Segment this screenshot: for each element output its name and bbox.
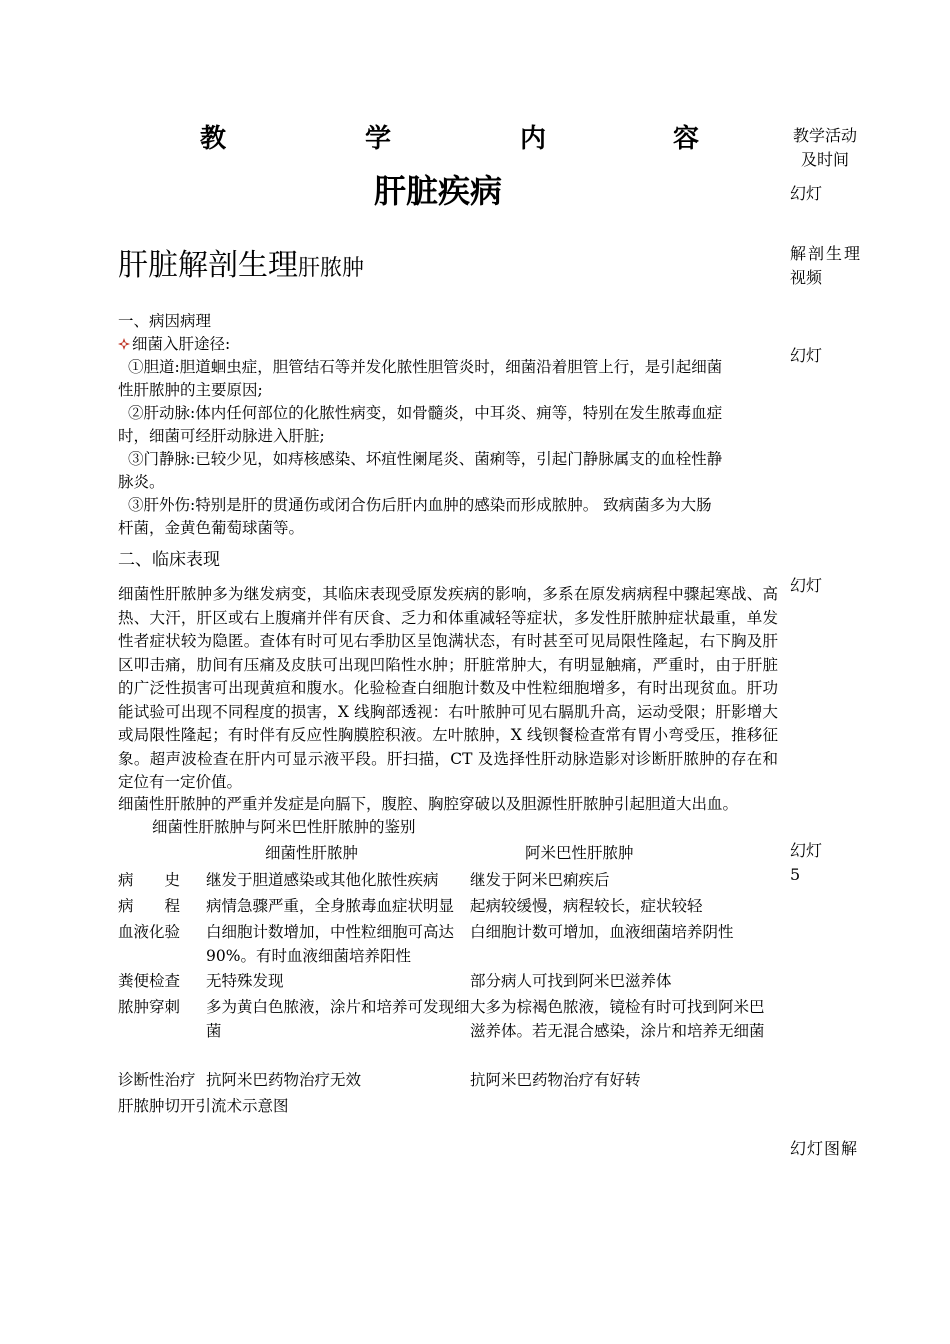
table-cell-amoebic: 抗阿米巴药物治疗有好转 (470, 1071, 641, 1089)
route-3-line2: 脉炎。 (118, 473, 165, 491)
header-char-4: 容 (673, 124, 700, 154)
routes-heading-line (118, 333, 230, 357)
route-4-line2: 杆菌，金黄色葡萄球菌等。 (118, 519, 305, 537)
section2-heading: 二、临床表现 (118, 550, 220, 570)
table-title: 细菌性肝脓肿与阿米巴性肝脓肿的鉴别 (152, 818, 416, 836)
table-cell-amoebic: 起病较缓慢，病程较长，症状较轻 (470, 897, 703, 915)
table-header-bacterial: 细菌性肝脓肿 (265, 844, 359, 862)
figure-caption: 肝脓肿切开引流术示意图 (118, 1097, 289, 1115)
complication-paragraph: 细菌性肝脓肿的严重并发症是向膈下，腹腔、胸腔穿破以及胆源性肝脓肿引起胆道大出血。 (118, 795, 739, 813)
header-char-2: 学 (365, 124, 392, 154)
table-cell-amoebic: 大多为棕褐色脓液，镜检有时可找到阿米巴滋养体。若无混合感染，涂片和培养无细菌 (470, 998, 765, 1040)
route-2-line1: ②肝动脉:体内任何部位的化脓性病变，如骨髓炎，中耳炎、痈等，特别在发生脓毒血症 (128, 404, 723, 422)
table-cell-bacterial: 继发于胆道感染或其他化脓性疾病 (206, 871, 439, 889)
table-cell-bacterial: 无特殊发现 (206, 972, 284, 990)
subtitle (118, 240, 364, 284)
header-char-3: 内 (520, 124, 547, 154)
table-header-amoebic: 阿米巴性肝脓肿 (525, 844, 634, 862)
diamond-bullet-icon (118, 338, 130, 350)
table-row-label: 血液化验 (118, 923, 181, 941)
table-row-label: 病 史 (118, 871, 181, 889)
routes-heading: 细菌入肝途径: (132, 335, 231, 353)
table-cell-amoebic: 部分病人可找到阿米巴滋养体 (470, 972, 672, 990)
table-row-label: 脓肿穿刺 (118, 998, 181, 1016)
side-note-video-2: 视频 (790, 268, 823, 287)
side-header-line2: 及时间 (801, 150, 850, 169)
table-cell-amoebic: 白细胞计数可增加，血液细菌培养阴性 (470, 923, 734, 941)
side-note-slide-1: 幻灯 (790, 184, 823, 203)
route-2-line2: 时，细菌可经肝动脉进入肝脏; (118, 427, 325, 445)
route-1-line2: 性肝脓肿的主要原因; (118, 381, 263, 399)
clinical-paragraph: 细菌性肝脓肿多为继发病变，其临床表现受原发疾病的影响，多系在原发病病程中骤起寒战、高热、大汗，肝区或右上腹痛并伴有厌食、乏力和体重减轻等症状，多发性肝脓肿症状最重，单发性者症状较为隐匿。查体有时可见右季肋区呈饱满状态，有时甚至可见局限性隆起，右下胸及肝区叩击痛，肋间有压痛及皮肤可出现凹陷性水肿；肝脏常肿大，有明显触痛，严重时，由于肝脏的广泛性损害可出现黄疸和腹水。化验检查白细胞计数及中性粒细胞增多，有时出现贫血。肝功能试验可出现不同程度的损害，X 线胸部透视：右叶脓肿可见右膈肌升高，运动受限；肝影增大或局限性隆起；有时伴有反应性胸膜腔积液。左叶脓肿，X 线钡餐检查常有胃小弯受压，推移征象。超声波检查在肝内可显示液平段。肝扫描，CT 及选择性肝动脉造影对诊断肝脓肿的存在和定位有一定价值。 (118, 585, 778, 791)
subtitle-main: 肝脏解剖生理 (118, 248, 298, 283)
table-cell-bacterial: 抗阿米巴药物治疗无效 (206, 1071, 362, 1089)
table-cell-bacterial: 白细胞计数增加，中性粒细胞可高达90%。有时血液细菌培养阳性 (206, 923, 455, 965)
route-1-line1: ①胆道:胆道蛔虫症，胆管结石等并发化脓性胆管炎时，细菌沿着胆管上行，是引起细菌 (128, 358, 723, 376)
page-title: 肝脏疾病 (374, 172, 503, 210)
table-row-label: 病 程 (118, 897, 181, 915)
side-note-slide-4a: 幻灯 (790, 841, 823, 860)
table-row-label: 粪便检查 (118, 972, 181, 990)
table-cell-bacterial: 多为黄白色脓液，涂片和培养可发现细菌 (206, 998, 470, 1040)
side-note-slide-2: 幻灯 (790, 346, 823, 365)
side-header-line1: 教学活动 (793, 126, 858, 145)
side-note-slide-4b: 5 (790, 865, 801, 884)
table-cell-amoebic: 继发于阿米巴痢疾后 (470, 871, 610, 889)
side-note-slide-5: 幻灯图解 (790, 1139, 859, 1158)
side-note-slide-3: 幻灯 (790, 576, 823, 595)
table-row-label: 诊断性治疗 (118, 1071, 196, 1089)
subtitle-small: 肝脓肿 (298, 256, 365, 281)
table-cell-bacterial: 病情急骤严重，全身脓毒血症状明显 (206, 897, 455, 915)
route-3-line1: ③门静脉:已较少见，如痔核感染、坏疽性阑尾炎、菌痢等，引起门静脉属支的血栓性静 (128, 450, 723, 468)
section1-heading: 一、病因病理 (118, 312, 212, 330)
route-4-line1: ③肝外伤:特别是肝的贯通伤或闭合伤后肝内血肿的感染而形成脓肿。 致病菌多为大肠 (128, 496, 712, 514)
side-note-video-1: 解剖生理 (790, 244, 863, 263)
header-char-1: 教 (200, 124, 227, 154)
